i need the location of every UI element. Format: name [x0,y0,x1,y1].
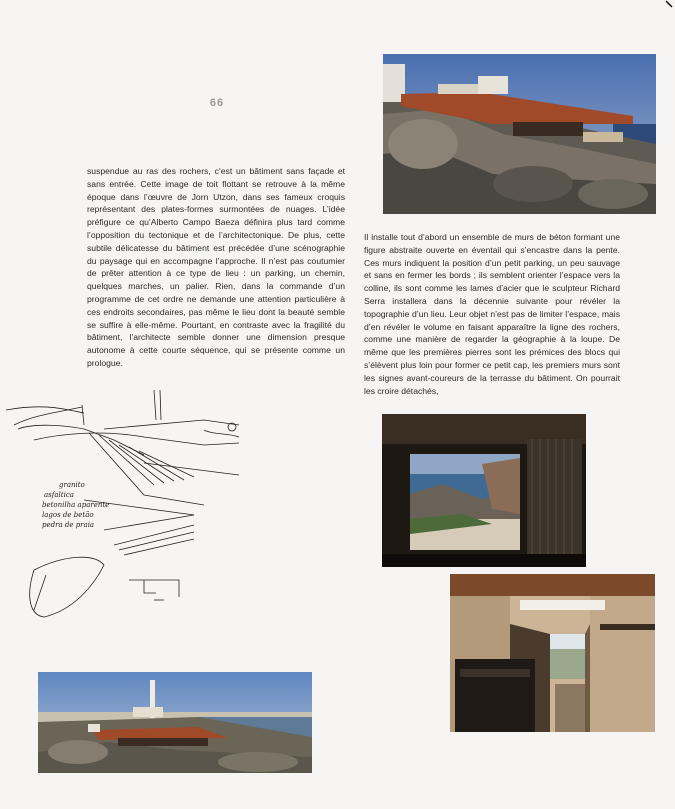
page-number: 66 [209,97,225,109]
photo-house-on-rocks [383,54,656,214]
corner-mark-icon [665,0,673,8]
sketch-note-1: granito [59,481,85,489]
sketch-note-2: asfaltica [44,491,74,499]
sketch-note-5: pedra de praia [42,521,95,529]
photo-interior-corridor [450,574,655,732]
architect-sketch [4,385,244,635]
sketch-note-3: betonilha aparente [42,501,110,509]
photo-window-view [382,414,586,567]
sketch-drawing [4,385,244,635]
right-paragraph: Il installe tout d’abord un ensemble de murs de béton formant une figure abstraite ouverte en éventail qui s’encastre dans la pente. Ces murs indiquent la position d’un petit parking, un peu sauvage et sans en fermer les bords ; ils semblent orienter l’espace vers la colline, ils sont comme les lames d’acier que le sculpteur Richard Serra installera dans la décennie suivante pour révéler la topographie d’un lieu. Leur objet n’est pas de limiter l’espace, mais d’en révéler le volume en faisant apparaître la ligne des rochers, comme une manière de regarder la géographie à la loupe. De même que les premières pierres sont les prémices des blocs qui s’élèvent plus loin pour former ce petit cap, les premiers murs sont les signes avant-coureurs de la terrasse du bâtiment. On pourrait les croire détachés, [364,232,620,396]
right-text-column [364,231,620,397]
left-paragraph: suspendue au ras des rochers, c’est un bâtiment sans façade et sans entrée. Cette image de toit flottant se retrouve à la même époque dans l’œuvre de Jorn Utzon, dans ses fameux croquis représentant des plates-formes surmontées de nuages. L’idée préfigure ce qu’Alberto Campo Baeza définira plus tard comme l’opposition du tectonique et de l’architectonique. De plus, cette subtile délicatesse du bâtiment est précédée d’une scénographie du paysage qui en accompagne l’approche. Il n’est pas coutumier de prêter attention à ce type de lieu : un parking, un chemin, quelques marches, un palier. Rien, dans la commande d’un programme de cet ordre ne demande une attention particulière à ces endroits secondaires, pas même le lieu dont la beauté semble se suffire à elle-même. Pourtant, en contraste avec la fragilité du bâtiment, l’architecte semble donner une dimension presque autonome à cette courte séquence, qui se présente comme un prologue. [87,166,345,368]
sketch-note-4: lagos de betão [42,511,94,519]
left-text-column [87,165,345,370]
photo-landscape-lighthouse [38,672,312,773]
